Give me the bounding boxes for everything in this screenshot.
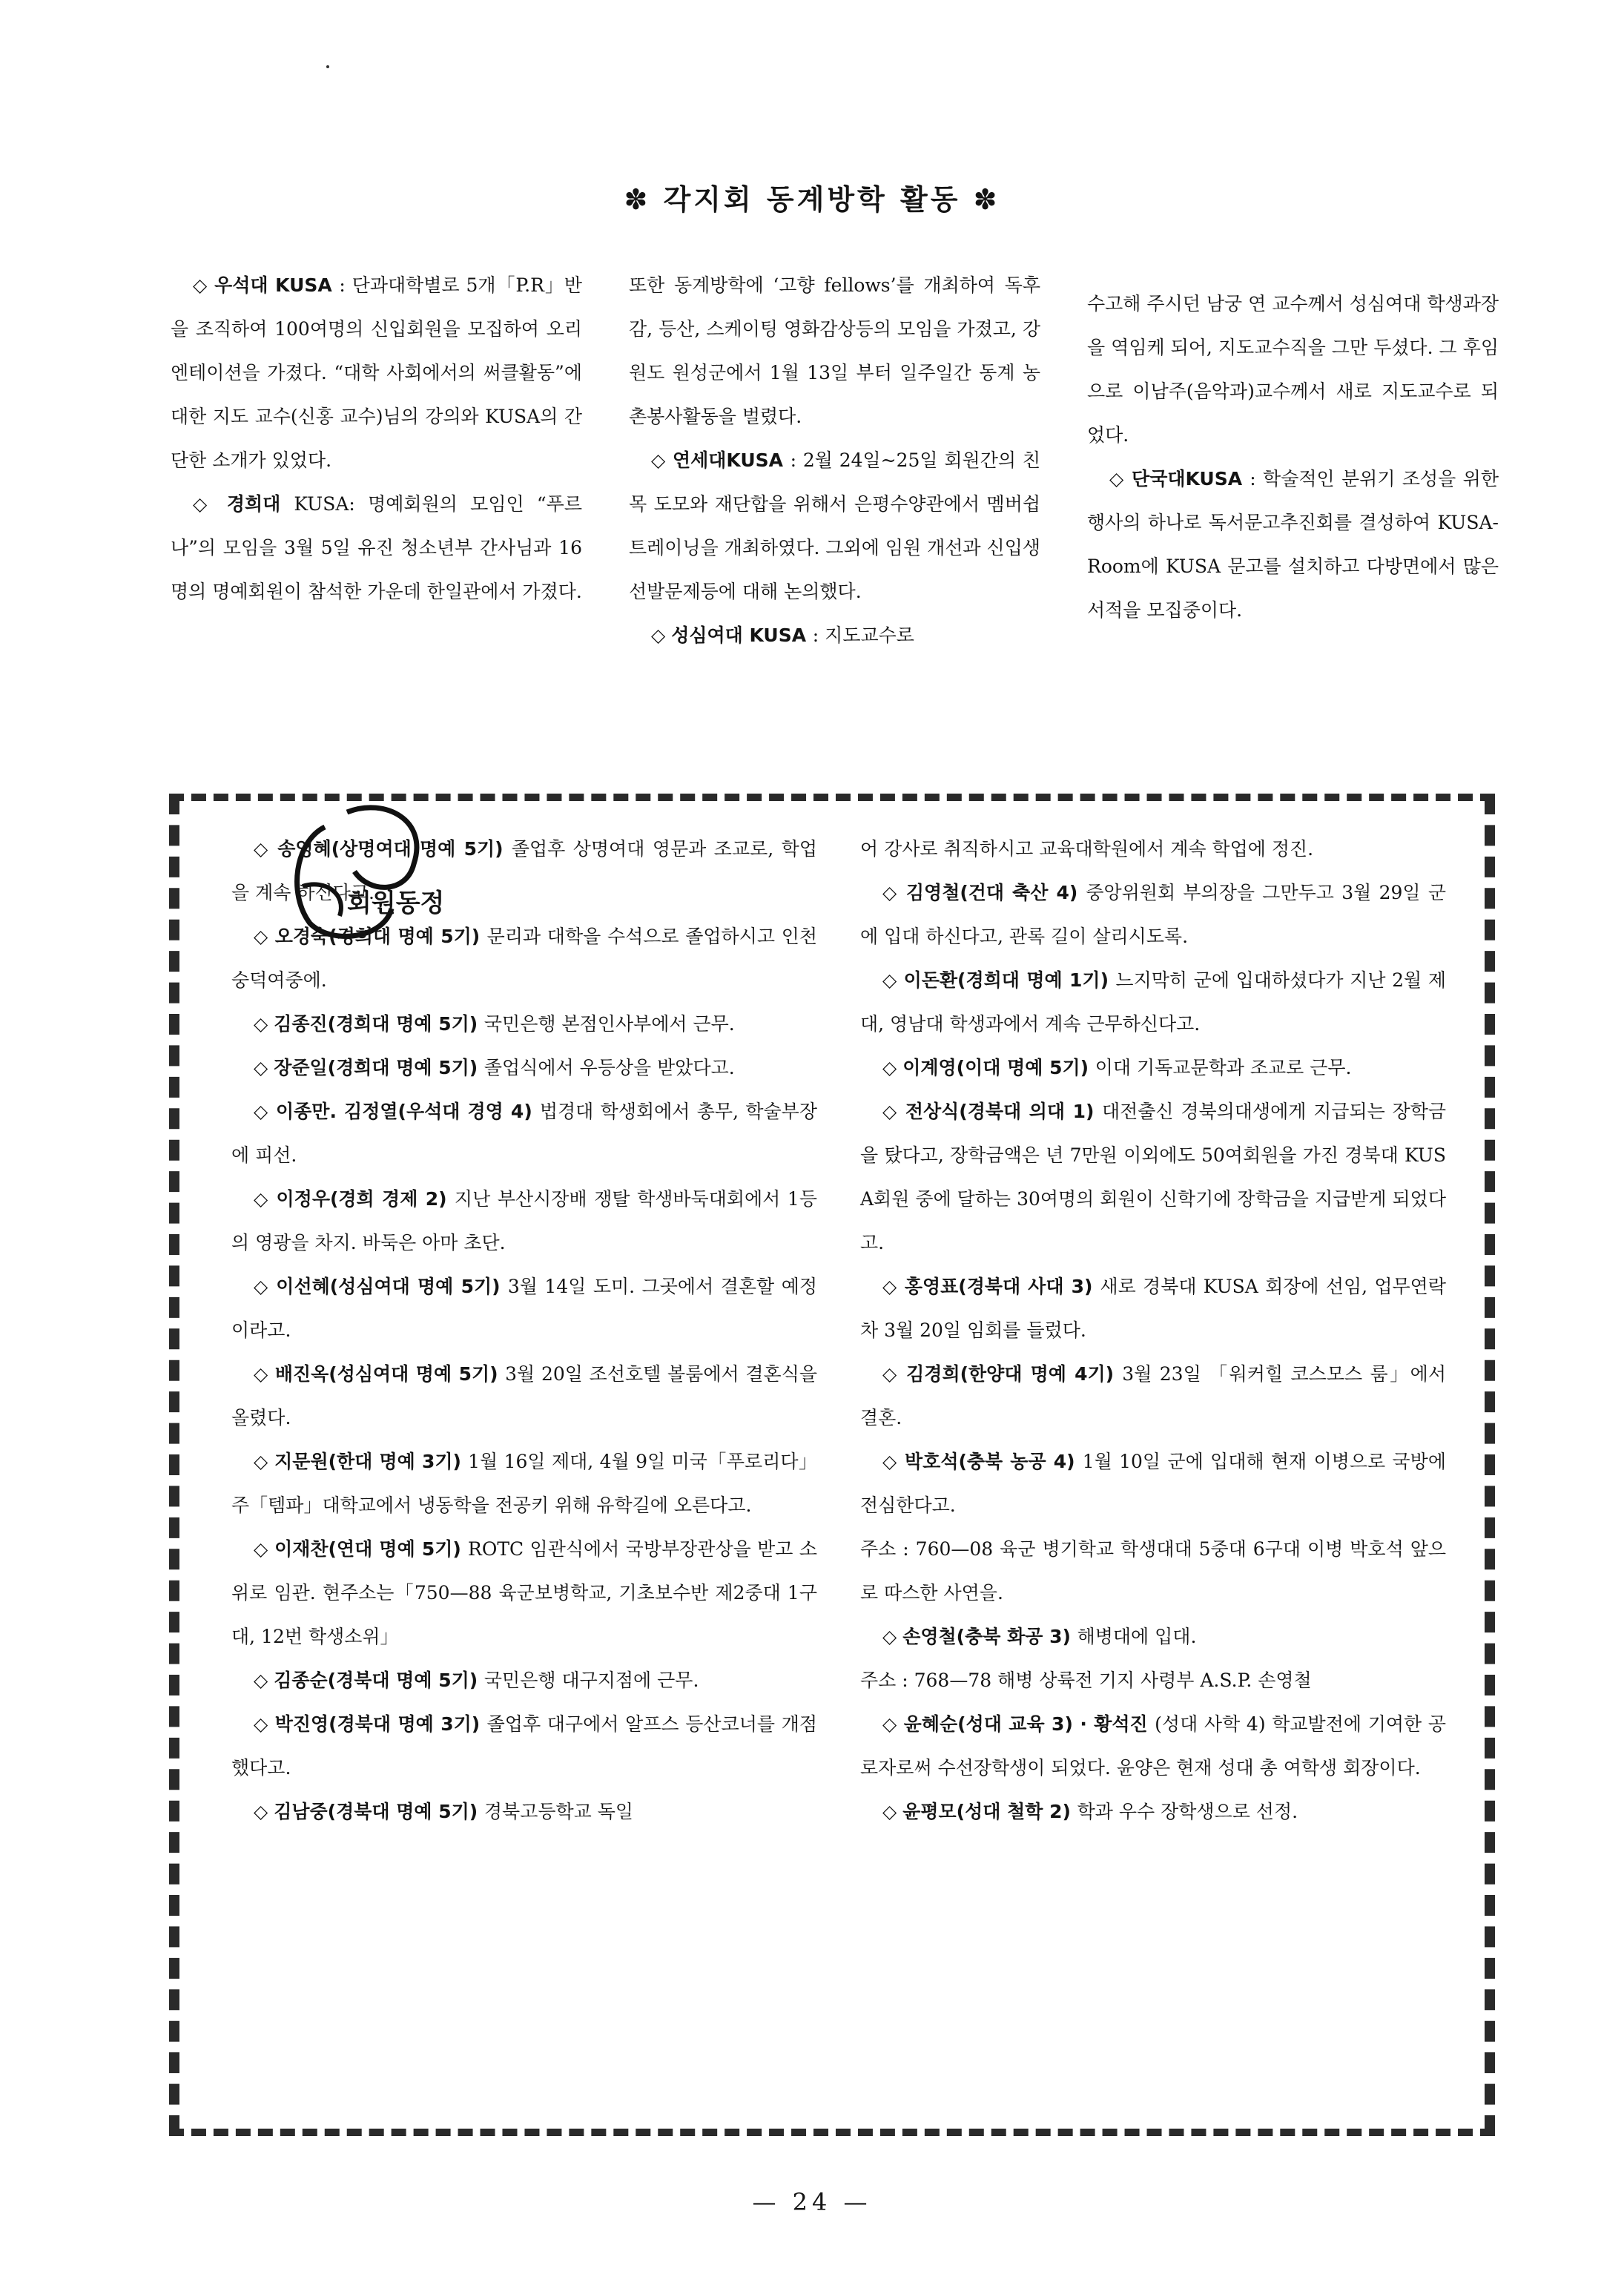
diamond-bullet-icon: ◇ (882, 882, 906, 903)
diamond-bullet-icon: ◇ (882, 1451, 905, 1472)
entry-text: 중앙위원회 부의장을 그만두고 3월 29일 군에 입대 하신다고, 관록 길이 살리시도록. (860, 882, 1446, 947)
entry-text: (성대 사학 4) 학교발전에 기여한 공로자로써 수선장학생이 되었다. 윤양은 현재 성대 총 여학생 회장이다. (860, 1713, 1446, 1779)
entry-text: 주소 : 768—78 해병 상륙전 기지 사령부 A.S.P. 손영철 (860, 1670, 1312, 1691)
paragraph (231, 1702, 817, 1790)
paragraph (231, 1658, 817, 1702)
entry-text: 졸업후 대구에서 알프스 등산코너를 개점 했다고. (231, 1713, 817, 1779)
paragraph (860, 871, 1446, 958)
paragraph (860, 827, 1446, 871)
entry-text: 대전출신 경북의대생에게 지급되는 장학금을 탔다고, 장학금액은 년 7만원 이외에도 50여회원을 가진 경북대 KUSA회원 중에 달하는 30여명의 회원이 신학기에 장학금을 지급받게 되었다고. (860, 1101, 1446, 1253)
paragraph (231, 1352, 817, 1440)
paragraph (1087, 457, 1499, 632)
entry-name: 경희대 (226, 493, 294, 515)
entry-text: 법경대 학생회에서 총무, 학술부장에 피선. (231, 1101, 817, 1166)
entry-name: 우석대 KUSA (214, 274, 340, 296)
article-column-1 (171, 263, 582, 613)
diamond-bullet-icon: ◇ (193, 493, 227, 515)
diamond-bullet-icon: ◇ (254, 1013, 274, 1035)
entry-text: 새로 경북대 KUSA 회장에 선임, 업무연락차 3월 20일 임회를 들렀다. (860, 1276, 1446, 1341)
entry-name: 손영철(충북 화공 3) (902, 1626, 1077, 1647)
paragraph (231, 1177, 817, 1265)
entry-name: 송영혜(상명여대 명예 5기) (277, 838, 512, 860)
paragraph (231, 1527, 817, 1658)
entry-text: 3월 23일 「워커힐 코스모스 룸」에서 결혼. (860, 1363, 1446, 1428)
entry-text: 경북고등학교 독일 (483, 1801, 634, 1822)
paragraph (171, 263, 582, 482)
diamond-bullet-icon: ◇ (254, 1363, 275, 1385)
paragraph (231, 1440, 817, 1527)
diamond-bullet-icon: ◇ (254, 1801, 274, 1822)
entry-text: ROTC 임관식에서 국방부장관상을 받고 소위로 임관. 현주소는「750—88 육군보병학교, 기초보수반 제2중대 1구대, 12번 학생소위」 (231, 1538, 817, 1647)
diamond-bullet-icon: ◇ (882, 1057, 903, 1078)
entry-text: 주소 : 760—08 육군 병기학교 학생대대 5중대 6구대 이병 박호석 앞으로 따스한 사연을. (860, 1538, 1446, 1604)
news-column-2 (860, 827, 1446, 1833)
paragraph (860, 1615, 1446, 1658)
paragraph (629, 438, 1040, 613)
paragraph (860, 1658, 1446, 1702)
paragraph (860, 1352, 1446, 1440)
paragraph (860, 1702, 1446, 1790)
entry-text: 국민은행 본점인사부에서 근무. (483, 1013, 735, 1035)
diamond-bullet-icon: ◇ (254, 1670, 274, 1691)
entry-name: 이계영(이대 명예 5기) (902, 1057, 1095, 1078)
entry-name: 이선혜(성심여대 명예 5기) (276, 1276, 508, 1297)
entry-name: 오경숙(경희대 명예 5기) (274, 926, 487, 947)
entry-text: 문리과 대학을 수석으로 졸업하시고 인천 숭덕여중에. (231, 926, 817, 991)
news-column-1 (231, 827, 817, 1833)
specks-decoration (326, 65, 329, 68)
diamond-bullet-icon: ◇ (254, 1101, 276, 1122)
diamond-bullet-icon: ◇ (254, 1713, 275, 1735)
entry-text: : 단과대학별로 5개「P.R」반을 조직하여 100여명의 신입회원을 모집하여 오리엔테이션을 가졌다. “대학 사회에서의 써클활동”에 대한 지도 교수(신홍 교수)님의 강의와 KUSA의 간단한 소개가 있었다. (171, 274, 582, 471)
entry-name: 김경희(한양대 명예 4기) (906, 1363, 1123, 1385)
diamond-bullet-icon: ◇ (882, 1801, 903, 1822)
entry-text: 졸업식에서 우등상을 받았다고. (483, 1057, 735, 1078)
diamond-bullet-icon: ◇ (651, 449, 673, 471)
entry-name: 지문원(한대 명예 3기) (274, 1451, 469, 1472)
entry-text: 이대 기독교문학과 조교로 근무. (1095, 1057, 1352, 1078)
entry-name: 장준일(경희대 명예 5기) (274, 1057, 484, 1078)
entry-name: 전상식(경북대 의대 1) (905, 1101, 1102, 1122)
entry-text: : 2월 24일~25일 회원간의 친목 도모와 재단합을 위해서 은평수양관에서 멤버쉽 트레이닝을 개최하였다. 그외에 임원 개선과 신입생 선발문제등에 대해 논의했다. (629, 449, 1040, 602)
entry-text: 국민은행 대구지점에 근무. (483, 1670, 699, 1691)
entry-text: : 지도교수로 (812, 624, 914, 646)
diamond-bullet-icon: ◇ (882, 1626, 903, 1647)
entry-text: 1월 10일 군에 입대해 현재 이병으로 국방에 전심한다고. (860, 1451, 1446, 1516)
entry-text: 또한 동계방학에 ‘고향 fellows’를 개최하여 독후감, 등산, 스케이팅 영화감상등의 모임을 가졌고, 강원도 원성군에서 1월 13일 부터 일주일간 동계 농촌봉사활동을 벌렸다. (629, 274, 1040, 427)
diamond-bullet-icon: ◇ (1109, 468, 1132, 490)
paragraph (860, 1440, 1446, 1527)
paragraph (231, 827, 817, 914)
paragraph (231, 914, 817, 1002)
member-news-logo-text: 회원동정 (347, 889, 445, 918)
paragraph (860, 1790, 1446, 1833)
entry-name: 김남중(경북대 명예 5기) (274, 1801, 484, 1822)
entry-name: 배진옥(성심여대 명예 5기) (274, 1363, 506, 1385)
diamond-bullet-icon: ◇ (882, 1276, 905, 1297)
entry-name: 연세대KUSA (672, 449, 790, 471)
diamond-bullet-icon: ◇ (254, 1276, 277, 1297)
entry-name: 김종순(경북대 명예 5기) (274, 1670, 484, 1691)
diamond-bullet-icon: ◇ (882, 1363, 907, 1385)
paragraph (629, 613, 1040, 657)
entry-name: 김영철(건대 축산 4) (905, 882, 1086, 903)
entry-name: 단국대KUSA (1132, 468, 1250, 490)
entry-text: 학과 우수 장학생으로 선정. (1077, 1801, 1298, 1822)
entry-name: 이재찬(연대 명예 5기) (274, 1538, 469, 1560)
diamond-bullet-icon: ◇ (882, 1713, 904, 1735)
diamond-bullet-icon: ◇ (193, 274, 215, 296)
page-number: — 24 — (752, 2188, 872, 2216)
entry-name: 김종진(경희대 명예 5기) (274, 1013, 484, 1035)
article-column-3 (1087, 282, 1499, 632)
paragraph (860, 958, 1446, 1046)
entry-text: 해병대에 입대. (1077, 1626, 1197, 1647)
entry-name: 박진영(경북대 명예 3기) (274, 1713, 487, 1735)
diamond-bullet-icon: ◇ (651, 624, 672, 646)
entry-text: 수고해 주시던 남궁 연 교수께서 성심여대 학생과장을 역임케 되어, 지도교수직을 그만 두셨다. 그 후임으로 이남주(음악과)교수께서 새로 지도교수로 되었다. (1087, 293, 1499, 446)
diamond-bullet-icon: ◇ (254, 1451, 275, 1472)
entry-text: 졸업후 상명여대 영문과 조교로, 학업을 계속 하신다고. (231, 838, 817, 903)
diamond-bullet-icon: ◇ (882, 969, 904, 991)
paragraph (860, 1527, 1446, 1615)
paragraph (860, 1090, 1446, 1265)
diamond-bullet-icon: ◇ (254, 1057, 274, 1078)
paragraph (860, 1265, 1446, 1352)
entry-text: : 학술적인 분위기 조성을 위한 행사의 하나로 독서문고추진회를 결성하여 KUSA-Room에 KUSA 문고를 설치하고 다방면에서 많은 서적을 모집중이다. (1087, 468, 1499, 621)
paragraph (231, 1790, 817, 1833)
entry-name: 이종만. 김정열(우석대 경영 4) (276, 1101, 540, 1122)
paragraph (860, 1046, 1446, 1090)
page-title: ✽ 각지회 동계방학 활동 ✽ (624, 183, 1000, 216)
diamond-bullet-icon: ◇ (254, 838, 278, 860)
entry-name: 윤평모(성대 철학 2) (902, 1801, 1077, 1822)
paragraph (231, 1265, 817, 1352)
entry-name: 홍영표(경북대 사대 3) (904, 1276, 1100, 1297)
paragraph (629, 263, 1040, 438)
paragraph (231, 1046, 817, 1090)
entry-text: 3월 14일 도미. 그곳에서 결혼할 예정이라고. (231, 1276, 817, 1341)
entry-text: 느지막히 군에 입대하셨다가 지난 2월 제대, 영남대 학생과에서 계속 근무하신다고. (860, 969, 1446, 1035)
diamond-bullet-icon: ◇ (254, 1538, 275, 1560)
paragraph (171, 482, 582, 613)
paragraph (231, 1090, 817, 1177)
paragraph (231, 1002, 817, 1046)
entry-text: KUSA: 명예회원의 모임인 “푸르나”의 모임을 3월 5일 유진 청소년부 간사님과 16명의 명예회원이 참석한 가운데 한일관에서 가졌다. (171, 493, 582, 602)
entry-text: 지난 부산시장배 쟁탈 학생바둑대회에서 1등의 영광을 차지. 바둑은 아마 초단. (231, 1188, 817, 1253)
diamond-bullet-icon: ◇ (882, 1101, 905, 1122)
entry-name: 이돈환(경희대 명예 1기) (903, 969, 1116, 991)
entry-name: 이정우(경희 경제 2) (276, 1188, 455, 1210)
entry-text: 1월 16일 제대, 4월 9일 미국「푸로리다」주「템파」대학교에서 냉동학을 전공키 위해 유학길에 오른다고. (231, 1451, 817, 1516)
entry-text: 3월 20일 조선호텔 볼룸에서 결혼식을 올렸다. (231, 1363, 817, 1428)
diamond-bullet-icon: ◇ (254, 1188, 277, 1210)
entry-name: 성심여대 KUSA (671, 624, 813, 646)
diamond-bullet-icon: ◇ (254, 926, 275, 947)
entry-name: 윤혜순(성대 교육 3) · 황석진 (903, 1713, 1155, 1735)
paragraph (1087, 282, 1499, 457)
article-column-2 (629, 263, 1040, 657)
entry-name: 박호석(충북 농공 4) (905, 1451, 1083, 1472)
entry-text: 어 강사로 취직하시고 교육대학원에서 계속 학업에 정진. (860, 838, 1314, 860)
